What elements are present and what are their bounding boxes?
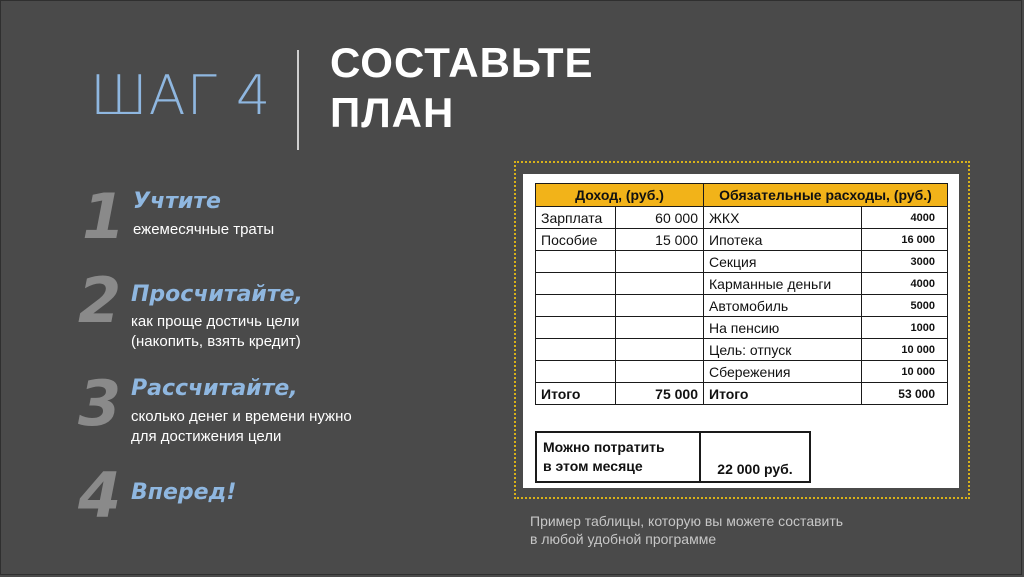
expense-name-cell: Ипотека bbox=[704, 229, 862, 251]
expense-amount-cell: 16 000 bbox=[862, 229, 948, 251]
income-amount-cell bbox=[616, 361, 704, 383]
table-row bbox=[536, 273, 948, 295]
step-heading: Рассчитайте, bbox=[131, 376, 298, 401]
expense-total-label: Итого bbox=[704, 383, 862, 405]
expense-amount-cell: 10 000 bbox=[862, 361, 948, 383]
income-name-cell: Зарплата bbox=[536, 207, 616, 229]
step-description: как проще достичь цели bbox=[131, 313, 300, 330]
step-description: сколько денег и времени нужно bbox=[131, 408, 352, 425]
caption-line-1: Пример таблицы, которую вы можете составить bbox=[530, 513, 844, 529]
table-row bbox=[536, 251, 948, 273]
expense-name-cell: Карманные деньги bbox=[704, 273, 862, 295]
page-title bbox=[330, 38, 594, 138]
income-amount-cell bbox=[616, 273, 704, 295]
expense-name-cell: На пенсию bbox=[704, 317, 862, 339]
expense-amount-cell: 4000 bbox=[862, 207, 948, 229]
step-heading: Учтите bbox=[133, 189, 221, 214]
caption-line-2: в любой удобной программе bbox=[530, 531, 717, 547]
step-number: 1 bbox=[82, 180, 126, 253]
expense-amount-cell: 10 000 bbox=[862, 339, 948, 361]
budget-table bbox=[535, 183, 948, 405]
expense-name-cell: Сбережения bbox=[704, 361, 862, 383]
income-name-cell: Пособие bbox=[536, 229, 616, 251]
spend-label-line-1: Можно потратить bbox=[543, 439, 665, 455]
step-number: 4 bbox=[78, 459, 122, 532]
income-total-label: Итого bbox=[536, 383, 616, 405]
income-name-cell bbox=[536, 273, 616, 295]
page-title-line-1: СОСТАВЬТЕ bbox=[330, 39, 594, 86]
spend-amount: 22 000 руб. bbox=[700, 432, 810, 482]
income-name-cell bbox=[536, 317, 616, 339]
income-amount-cell bbox=[616, 317, 704, 339]
expense-header: Обязательные расходы, (руб.) bbox=[704, 184, 948, 207]
spend-label-line-2: в этом месяце bbox=[543, 458, 643, 474]
table-row bbox=[536, 339, 948, 361]
table-row bbox=[536, 207, 948, 229]
expense-name-cell: Цель: отпуск bbox=[704, 339, 862, 361]
expense-amount-cell: 1000 bbox=[862, 317, 948, 339]
expense-name-cell: ЖКХ bbox=[704, 207, 862, 229]
step-heading: Просчитайте, bbox=[131, 282, 303, 307]
spend-box bbox=[535, 431, 811, 483]
step-description: для достижения цели bbox=[131, 428, 282, 445]
expense-name-cell: Секция bbox=[704, 251, 862, 273]
expense-amount-cell: 4000 bbox=[862, 273, 948, 295]
step-description: (накопить, взять кредит) bbox=[131, 333, 301, 350]
title-divider bbox=[297, 50, 299, 150]
income-header: Доход, (руб.) bbox=[536, 184, 704, 207]
income-amount-cell bbox=[616, 295, 704, 317]
step-label: ШАГ 4 bbox=[90, 64, 272, 127]
table-row bbox=[536, 295, 948, 317]
income-amount-cell bbox=[616, 251, 704, 273]
income-total-amount: 75 000 bbox=[616, 383, 704, 405]
income-name-cell bbox=[536, 339, 616, 361]
income-amount-cell: 15 000 bbox=[616, 229, 704, 251]
expense-name-cell: Автомобиль bbox=[704, 295, 862, 317]
income-name-cell bbox=[536, 361, 616, 383]
step-heading: Вперед! bbox=[131, 480, 237, 505]
page-title-line-2: ПЛАН bbox=[330, 89, 455, 136]
table-header-row bbox=[536, 184, 948, 207]
table-row bbox=[536, 361, 948, 383]
expense-amount-cell: 3000 bbox=[862, 251, 948, 273]
expense-total-amount: 53 000 bbox=[862, 383, 948, 405]
step-number: 2 bbox=[78, 264, 122, 337]
table-caption bbox=[530, 512, 843, 548]
step-number: 3 bbox=[78, 367, 122, 440]
income-name-cell bbox=[536, 295, 616, 317]
income-amount-cell: 60 000 bbox=[616, 207, 704, 229]
table-row bbox=[536, 229, 948, 251]
table-row bbox=[536, 317, 948, 339]
expense-amount-cell: 5000 bbox=[862, 295, 948, 317]
spend-label bbox=[536, 432, 700, 482]
step-description: ежемесячные траты bbox=[133, 221, 275, 238]
income-amount-cell bbox=[616, 339, 704, 361]
table-total-row bbox=[536, 383, 948, 405]
income-name-cell bbox=[536, 251, 616, 273]
